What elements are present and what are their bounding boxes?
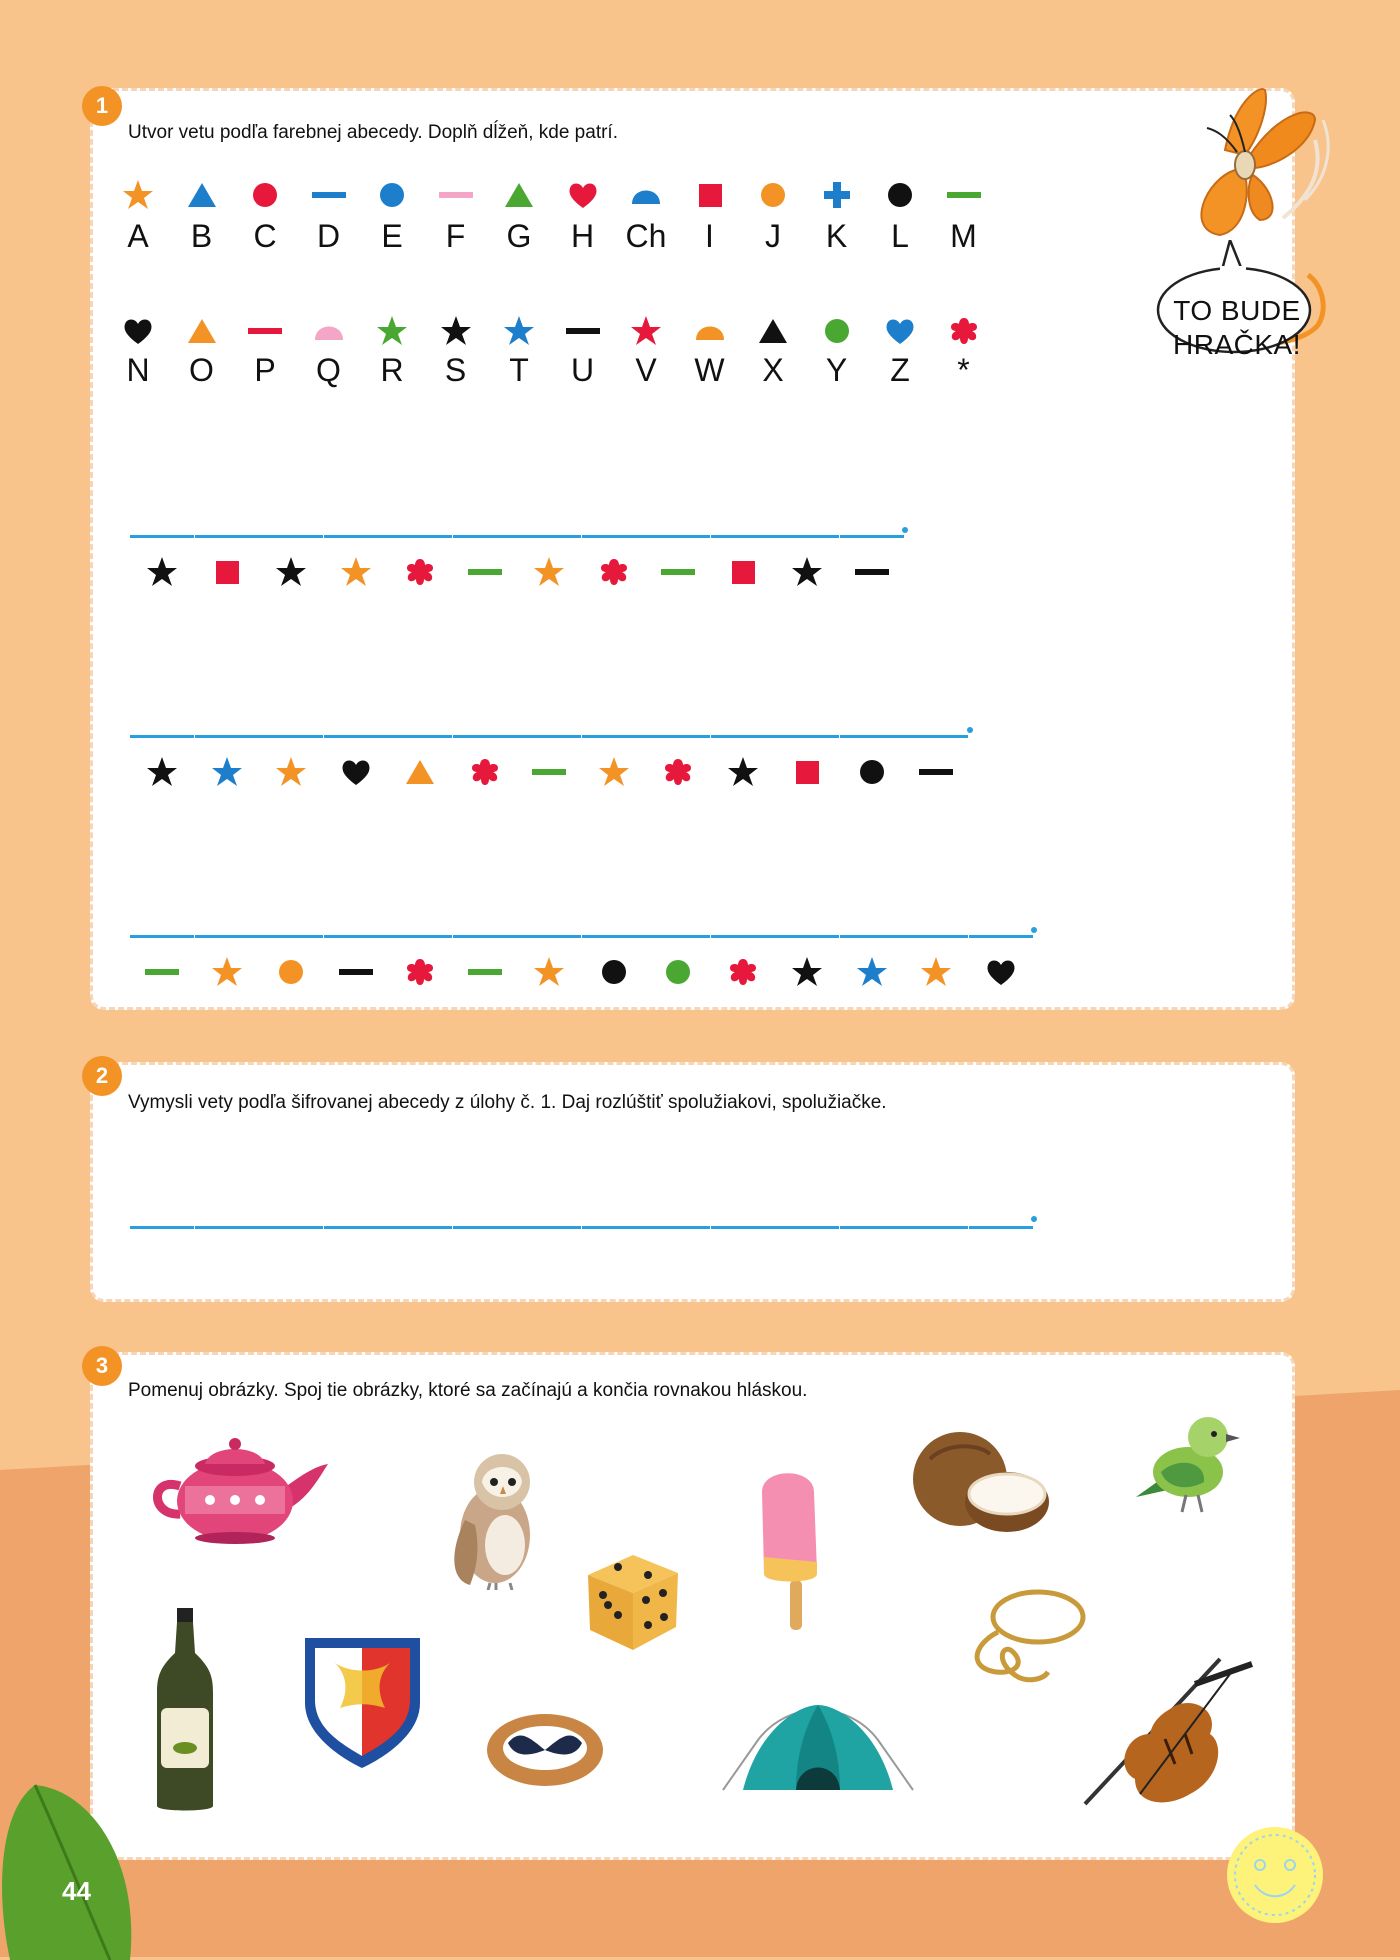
sentence-end-dot (1031, 927, 1037, 933)
cipher-symbol-star (919, 955, 953, 989)
cipher-symbol-star (597, 755, 631, 789)
alphabet-symbol-star (629, 314, 663, 348)
cipher-symbol-star (210, 955, 244, 989)
answer-blank[interactable] (582, 735, 646, 738)
answer-blank[interactable] (130, 935, 194, 938)
cipher-symbol-circle (597, 955, 631, 989)
sentence-end-dot (902, 527, 908, 533)
butterfly-icon (1165, 80, 1335, 250)
cipher-symbol-flower (661, 755, 695, 789)
tent-picture[interactable] (718, 1690, 918, 1800)
answer-blank[interactable] (195, 735, 259, 738)
answer-blank[interactable] (453, 735, 517, 738)
task1-instruction: Utvor vetu podľa farebnej abecedy. Doplň dĺžeň, kde patrí. (128, 122, 618, 143)
task2-instruction: Vymysli vety podľa šifrovanej abecedy z úlohy č. 1. Daj rozlúštiť spolužiakovi, spolužiačke. (128, 1092, 887, 1113)
leaf-decoration (0, 1770, 140, 1960)
alphabet-letter: K (825, 218, 848, 254)
alphabet-symbol-halfcircle (693, 314, 727, 348)
answer-blank[interactable] (582, 1226, 646, 1229)
answer-blank[interactable] (711, 1226, 775, 1229)
owl-picture[interactable] (430, 1440, 550, 1590)
cipher-symbol-square (726, 555, 760, 589)
alphabet-letter: R (380, 352, 404, 388)
task3-instruction: Pomenuj obrázky. Spoj tie obrázky, ktoré sa začínajú a končia rovnakou hláskou. (128, 1380, 808, 1401)
alphabet-letter: M (950, 218, 977, 254)
pretzel-picture[interactable] (480, 1708, 610, 1793)
answer-blank[interactable] (840, 535, 904, 538)
alphabet-letter: F (445, 218, 466, 254)
answer-blank[interactable] (775, 1226, 839, 1229)
cipher-symbol-star (274, 755, 308, 789)
alphabet-letter: W (694, 352, 725, 388)
answer-blank[interactable] (646, 535, 710, 538)
alphabet-letter: S (444, 352, 467, 388)
alphabet-letter: X (762, 352, 784, 388)
cipher-symbol-dash (468, 555, 502, 589)
alphabet-symbol-halfcircle (312, 314, 346, 348)
cipher-symbol-dash (468, 955, 502, 989)
cipher-symbol-square (790, 755, 824, 789)
alphabet-symbol-dash (439, 178, 473, 212)
answer-blank[interactable] (388, 1226, 452, 1229)
alphabet-symbol-triangle (502, 178, 536, 212)
alphabet-symbol-star (439, 314, 473, 348)
alphabet-symbol-circle (756, 178, 790, 212)
answer-blank[interactable] (453, 535, 517, 538)
cipher-symbol-triangle (403, 755, 437, 789)
answer-blank[interactable] (453, 935, 517, 938)
alphabet-symbol-dash (312, 178, 346, 212)
cipher-symbol-star (210, 755, 244, 789)
sentence-end-dot (1031, 1216, 1037, 1222)
cipher-symbol-flower (403, 955, 437, 989)
cipher-symbol-dash (339, 955, 373, 989)
answer-blank[interactable] (388, 535, 452, 538)
task1-number-badge: 1 (82, 86, 122, 126)
cipher-symbol-heart (984, 955, 1018, 989)
answer-blank[interactable] (517, 535, 581, 538)
alphabet-letter: U (570, 352, 595, 388)
task3-number-badge: 3 (82, 1346, 122, 1386)
cipher-symbol-dash (661, 555, 695, 589)
bird-picture[interactable] (1126, 1402, 1246, 1517)
answer-blank[interactable] (517, 735, 581, 738)
answer-blank[interactable] (969, 935, 1033, 938)
alphabet-letter: O (189, 352, 214, 388)
answer-blank[interactable] (969, 1226, 1033, 1229)
answer-blank[interactable] (324, 735, 388, 738)
speech-bubble-line1: TO BUDE (1173, 295, 1301, 326)
page-number: 44 (62, 1876, 91, 1906)
answer-blank[interactable] (646, 1226, 710, 1229)
answer-blank[interactable] (259, 735, 323, 738)
cipher-symbol-star (339, 555, 373, 589)
answer-blank[interactable] (517, 1226, 581, 1229)
cipher-symbol-star (726, 755, 760, 789)
cipher-symbol-star (790, 555, 824, 589)
alphabet-symbol-halfcircle (629, 178, 663, 212)
cipher-symbol-flower (403, 555, 437, 589)
answer-blank[interactable] (840, 935, 904, 938)
alphabet-letter: T (509, 352, 529, 388)
alphabet-letter: I (705, 218, 714, 254)
cipher-symbol-heart (339, 755, 373, 789)
lasso-picture[interactable] (968, 1582, 1088, 1687)
cipher-symbol-star (855, 955, 889, 989)
cipher-symbol-circle (274, 955, 308, 989)
alphabet-symbol-heart (883, 314, 917, 348)
alphabet-letter: V (635, 352, 657, 388)
answer-blank[interactable] (775, 735, 839, 738)
alphabet-symbol-dash (248, 314, 282, 348)
alphabet-letter: G (506, 218, 532, 254)
alphabet-letter: L (891, 218, 909, 254)
alphabet-symbol-circle (375, 178, 409, 212)
answer-blank[interactable] (711, 935, 775, 938)
alphabet-letter: Y (825, 352, 848, 388)
answer-blank[interactable] (904, 1226, 968, 1229)
coat-of-arms-picture[interactable] (300, 1628, 425, 1773)
answer-blank[interactable] (259, 935, 323, 938)
cipher-symbol-dash (919, 755, 953, 789)
answer-blank[interactable] (130, 735, 194, 738)
answer-blank[interactable] (775, 935, 839, 938)
answer-blank[interactable] (904, 935, 968, 938)
cipher-symbol-square (210, 555, 244, 589)
alphabet-letter: * (957, 352, 970, 388)
cipher-symbol-circle (661, 955, 695, 989)
answer-blank[interactable] (324, 935, 388, 938)
alphabet-symbol-square (693, 178, 727, 212)
cipher-symbol-flower (597, 555, 631, 589)
answer-blank[interactable] (130, 535, 194, 538)
answer-blank[interactable] (388, 935, 452, 938)
alphabet-symbol-dash (566, 314, 600, 348)
answer-blank[interactable] (195, 535, 259, 538)
alphabet-letter: Ch (625, 218, 667, 254)
alphabet-letter: D (316, 218, 341, 254)
answer-blank[interactable] (517, 935, 581, 938)
cipher-symbol-star (790, 955, 824, 989)
answer-blank[interactable] (775, 535, 839, 538)
alphabet-symbol-star (121, 178, 155, 212)
answer-blank[interactable] (582, 535, 646, 538)
smiley-face-icon (1220, 1820, 1330, 1930)
alphabet-symbol-circle (248, 178, 282, 212)
alphabet-letter: Z (890, 352, 910, 388)
cipher-symbol-dash (532, 755, 566, 789)
cipher-symbol-star (532, 955, 566, 989)
answer-blank[interactable] (195, 935, 259, 938)
alphabet-letter: C (253, 218, 277, 254)
answer-blank[interactable] (711, 535, 775, 538)
cipher-symbol-star (145, 755, 179, 789)
answer-blank[interactable] (646, 935, 710, 938)
cipher-symbol-circle (855, 755, 889, 789)
answer-blank[interactable] (904, 735, 968, 738)
ice-lolly-picture[interactable] (752, 1472, 832, 1632)
alphabet-letter: A (127, 218, 149, 254)
answer-blank[interactable] (453, 1226, 517, 1229)
alphabet-symbol-star (502, 314, 536, 348)
answer-blank[interactable] (840, 735, 904, 738)
coconut-picture[interactable] (905, 1424, 1055, 1539)
alphabet-letter: P (254, 352, 276, 388)
alphabet-symbol-heart (121, 314, 155, 348)
alphabet-symbol-circle (820, 314, 854, 348)
alphabet-symbol-star (375, 314, 409, 348)
cipher-symbol-flower (726, 955, 760, 989)
alphabet-symbol-triangle (756, 314, 790, 348)
answer-blank[interactable] (388, 735, 452, 738)
alphabet-symbol-dash (947, 178, 981, 212)
alphabet-symbol-heart (566, 178, 600, 212)
alphabet-letter: Q (316, 352, 341, 388)
teapot-picture[interactable] (150, 1436, 330, 1546)
answer-blank[interactable] (582, 935, 646, 938)
task2-number-badge: 2 (82, 1056, 122, 1096)
speech-bubble-line2: HRAČKA! (1173, 329, 1301, 360)
cipher-symbol-dash (145, 955, 179, 989)
alphabet-symbol-triangle (185, 314, 219, 348)
alphabet-letter: E (381, 218, 403, 254)
alphabet-letter: J (765, 218, 781, 254)
alphabet-symbol-triangle (185, 178, 219, 212)
answer-blank[interactable] (711, 735, 775, 738)
sentence-end-dot (967, 727, 973, 733)
cipher-symbol-flower (468, 755, 502, 789)
answer-blank[interactable] (646, 735, 710, 738)
alphabet-letter: H (570, 218, 595, 254)
dice-picture[interactable] (578, 1545, 688, 1655)
answer-blank[interactable] (130, 1226, 194, 1229)
alphabet-symbol-flower (947, 314, 981, 348)
answer-blank[interactable] (195, 1226, 259, 1229)
answer-blank[interactable] (259, 535, 323, 538)
cipher-symbol-dash (855, 555, 889, 589)
answer-blank[interactable] (324, 535, 388, 538)
alphabet-symbol-plus (820, 178, 854, 212)
alphabet-symbol-circle (883, 178, 917, 212)
alphabet-letter: B (190, 218, 213, 254)
answer-blank[interactable] (324, 1226, 388, 1229)
cipher-symbol-star (145, 555, 179, 589)
violin-picture[interactable] (1080, 1654, 1260, 1819)
speech-bubble-text (1148, 294, 1326, 362)
answer-blank[interactable] (840, 1226, 904, 1229)
alphabet-letter: N (126, 352, 150, 388)
olive-oil-bottle-picture[interactable] (155, 1608, 215, 1813)
cipher-symbol-star (274, 555, 308, 589)
cipher-symbol-star (532, 555, 566, 589)
answer-blank[interactable] (259, 1226, 323, 1229)
